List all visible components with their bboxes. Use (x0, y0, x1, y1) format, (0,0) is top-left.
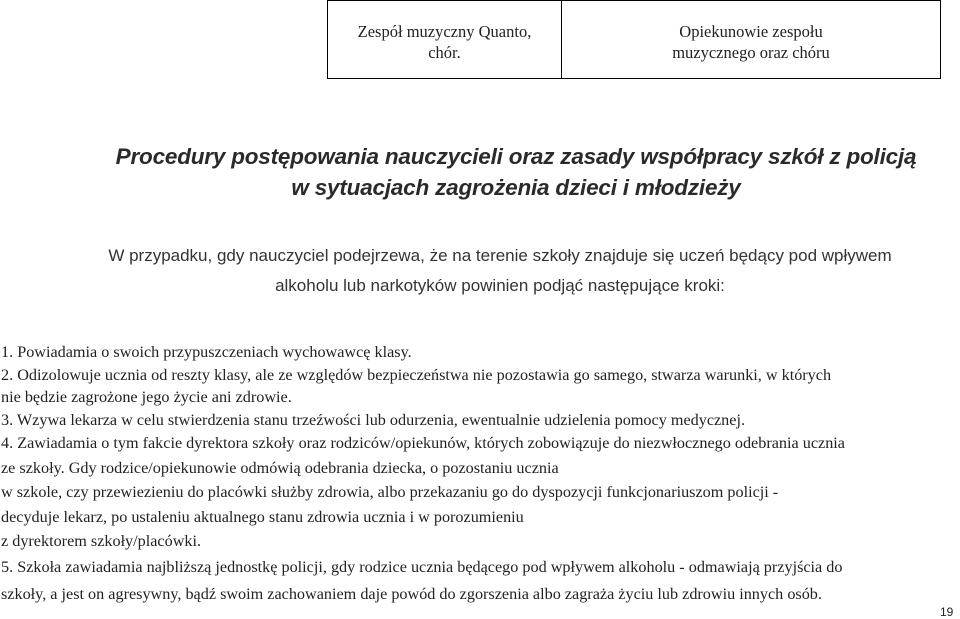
document-title-line: Procedury postępowania nauczycieli oraz zasady współpracy szkół z policją (115, 144, 917, 169)
header-cell-group-line: Zespół muzyczny Quanto, (357, 22, 532, 41)
document-title-line: w sytuacjach zagrożenia dzieci i młodzieży (291, 175, 741, 200)
intro-line: alkoholu lub narkotyków powinien podjąć następujące kroki: (275, 276, 725, 295)
step-line: ze szkoły. Gdy rodzice/opiekunowie odmówią odebrania dziecka, o pozostaniu ucznia (1, 458, 559, 477)
header-table (327, 0, 941, 79)
step-line: decyduje lekarz, po ustaleniu aktualnego stanu zdrowia ucznia i w porozumieniu (1, 507, 524, 526)
step-line: 4. Zawiadamia o tym fakcie dyrektora szkoły oraz rodziców/opiekunów, których zobowiązuje do niezwłocznego odebrania ucznia (1, 434, 845, 452)
procedure-step-3 (1, 409, 946, 432)
header-cell-guardians (562, 1, 941, 79)
intro-line: W przypadku, gdy nauczyciel podejrzewa, że na terenie szkoły znajduje się uczeń będący pod wpływem (108, 246, 892, 265)
procedure-step-5 (1, 554, 946, 609)
procedure-steps (1, 341, 946, 609)
header-cell-group (328, 1, 562, 79)
step-line: 1. Powiadamia o swoich przypuszczeniach wychowawcę klasy. (1, 343, 412, 361)
step-line: nie będzie zagrożone jego życie ani zdrowie. (1, 388, 292, 406)
procedure-step-4 (1, 431, 946, 554)
header-cell-group-line: chór. (428, 43, 461, 62)
step-line: 3. Wzywa lekarza w celu stwierdzenia stanu trzeźwości lub odurzenia, ewentualnie udzielenia pomocy medycznej. (1, 410, 746, 429)
step-line: 2. Odizolowuje ucznia od reszty klasy, ale ze względów bezpieczeństwa nie pozostawia go samego, stwarza warunki, w których (1, 365, 832, 384)
intro-paragraph (0, 241, 960, 301)
step-line: 5. Szkoła zawiadamia najbliższą jednostkę policji, gdy rodzice ucznia będącego pod wpływem alkoholu - odmawiają przyjścia do (1, 557, 843, 576)
document-title (0, 141, 960, 203)
step-line: w szkole, czy przewiezieniu do placówki służby zdrowia, albo przekazaniu go do dyspozycji funkcjonariuszom policji - (1, 483, 779, 501)
header-cell-guardians-line: muzycznego oraz chóru (672, 43, 830, 62)
step-line: z dyrektorem szkoły/placówki. (1, 532, 202, 550)
header-cell-guardians-line: Opiekunowie zespołu (679, 22, 823, 41)
procedure-step-2 (1, 364, 946, 409)
step-line: szkoły, a jest on agresywny, bądź swoim zachowaniem daje powód do zgorszenia albo zagraża życiu lub zdrowiu innych osób. (1, 585, 822, 603)
page-number: 19 (940, 605, 954, 619)
procedure-step-1 (1, 341, 946, 364)
